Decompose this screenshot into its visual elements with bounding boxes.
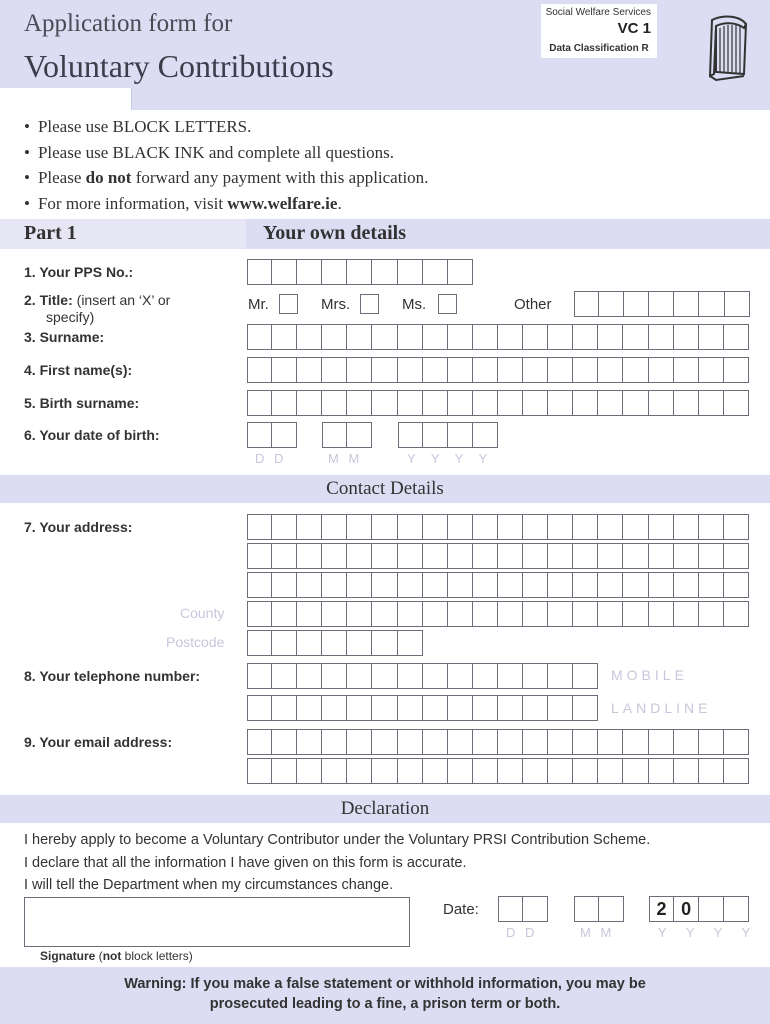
date-dd-hint: D D (506, 925, 538, 940)
pps-input[interactable] (247, 259, 473, 285)
warning-line-2: prosecuted leading to a fine, a prison term or both. (209, 995, 561, 1012)
instruction-3: • Please do not forward any payment with this application. (24, 165, 428, 191)
declaration-line-3: I will tell the Department when my circumstances change. (24, 877, 394, 893)
dob-dd-hint: D D (255, 451, 287, 466)
title-ms-label: Ms. (402, 296, 427, 313)
title-mrs-checkbox[interactable] (360, 294, 379, 314)
first-names-input[interactable] (247, 357, 749, 383)
agency-name: Social Welfare Services (545, 7, 651, 18)
part-label: Part 1 (24, 222, 77, 244)
first-names-label: 4. First name(s): (24, 362, 133, 378)
dob-mm-hint: M M (328, 451, 363, 466)
title-other-label: Other (514, 296, 552, 313)
mobile-input[interactable] (247, 663, 598, 689)
instruction-4: • For more information, visit www.welfare.ie. (24, 191, 428, 217)
part-heading: Your own details (263, 222, 406, 244)
date-mm-hint: M M (580, 925, 615, 940)
dob-yyyy-hint: Y Y Y Y (407, 451, 494, 466)
county-label: County (180, 605, 225, 621)
year-prefix-2: 0 (674, 896, 699, 922)
form-title-line1: Application form for (24, 10, 233, 37)
form-code: VC 1 (617, 20, 651, 37)
signature-label: Signature (not block letters) (40, 949, 193, 963)
warning-text (0, 975, 770, 1014)
date-yyyy-hint: Y Y Y Y (658, 925, 759, 940)
date-day-input[interactable] (498, 896, 548, 922)
date-month-input[interactable] (574, 896, 624, 922)
agency-box (541, 4, 657, 40)
postcode-label: Postcode (166, 634, 225, 650)
data-classification: Data Classification R (541, 40, 657, 58)
address-label: 7. Your address: (24, 519, 133, 535)
instruction-1: • Please use BLOCK LETTERS. (24, 114, 428, 140)
dob-day-input[interactable] (247, 422, 297, 448)
birth-surname-input[interactable] (247, 390, 749, 416)
declaration-text (24, 829, 650, 897)
dob-label: 6. Your date of birth: (24, 427, 160, 443)
declaration-heading: Declaration (0, 795, 770, 823)
title-mrs-label: Mrs. (321, 296, 351, 313)
dob-year-input[interactable] (398, 422, 498, 448)
pps-label: 1. Your PPS No.: (24, 264, 134, 280)
email-line-2[interactable] (247, 758, 749, 784)
warning-line-1: Warning: If you make a false statement or withhold information, you may be (124, 976, 646, 992)
contact-heading: Contact Details (0, 475, 770, 503)
instructions (24, 114, 428, 216)
title-ms-checkbox[interactable] (438, 294, 457, 314)
year-prefix-1: 2 (649, 896, 674, 922)
county-input[interactable] (247, 601, 749, 627)
date-label: Date: (443, 901, 479, 918)
birth-surname-label: 5. Birth surname: (24, 395, 140, 411)
header-tab (0, 88, 132, 110)
form-title-line2: Voluntary Contributions (24, 48, 334, 84)
address-line-1[interactable] (247, 514, 749, 540)
address-line-3[interactable] (247, 572, 749, 598)
dob-month-input[interactable] (322, 422, 372, 448)
title-mr-checkbox[interactable] (279, 294, 298, 314)
email-line-1[interactable] (247, 729, 749, 755)
mobile-label: MOBILE (611, 667, 688, 683)
declaration-line-2: I declare that all the information I have given on this form is accurate. (24, 854, 467, 871)
email-label: 9. Your email address: (24, 734, 173, 750)
surname-input[interactable] (247, 324, 749, 350)
postcode-input[interactable] (247, 630, 423, 656)
address-line-2[interactable] (247, 543, 749, 569)
telephone-label: 8. Your telephone number: (24, 668, 201, 684)
title-mr-label: Mr. (248, 296, 269, 313)
date-year-input[interactable] (649, 896, 749, 922)
landline-label: LANDLINE (611, 700, 712, 716)
landline-input[interactable] (247, 695, 598, 721)
instruction-2: • Please use BLACK INK and complete all questions. (24, 140, 428, 166)
signature-box[interactable] (24, 897, 410, 947)
declaration-line-1: I hereby apply to become a Voluntary Contributor under the Voluntary PRSI Contribution Scheme. (24, 832, 651, 848)
surname-label: 3. Surname: (24, 329, 105, 345)
harp-icon (704, 14, 750, 87)
title-other-input[interactable] (574, 291, 750, 317)
title-label: 2. Title: (insert an ‘X’ or specify) (24, 292, 171, 325)
